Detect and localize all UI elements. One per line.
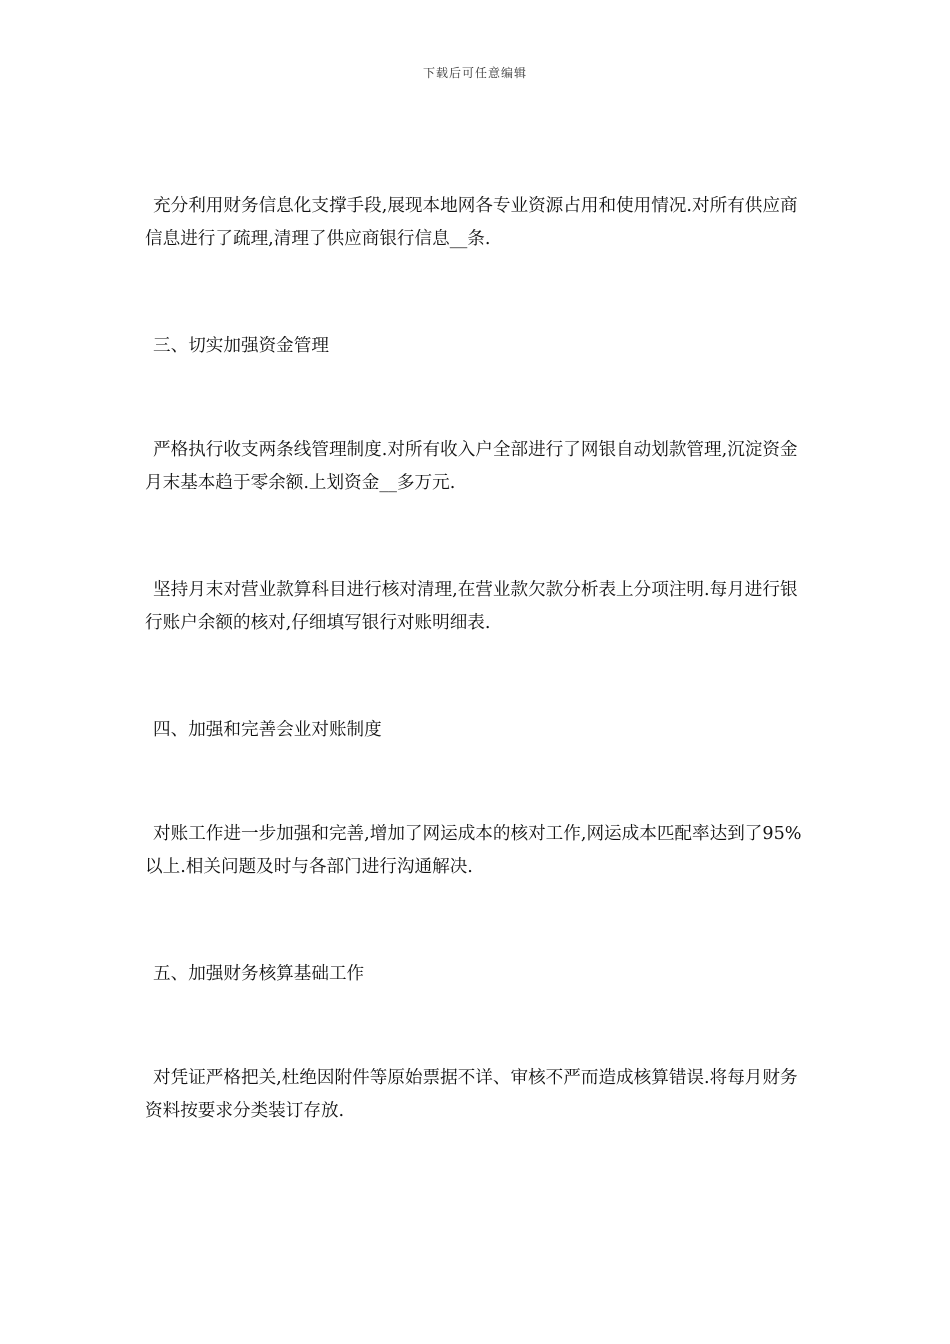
section-heading-3: 三、切实加强资金管理 (153, 336, 329, 356)
section-heading-5: 五、加强财务核算基础工作 (153, 964, 365, 984)
section-heading-4: 四、加强和完善会业对账制度 (153, 720, 382, 740)
paragraph-voucher-control: 对凭证严格把关,杜绝因附件等原始票据不详、审核不严而造成核算错误.将每月财务资料按要求分类装订存放. (145, 1068, 798, 1121)
paragraph-account-reconciliation: 坚持月末对营业款算科目进行核对清理,在营业款欠款分析表上分项注明.每月进行银行账户余额的核对,仔细填写银行对账明细表. (145, 580, 798, 633)
paragraph-cost-reconciliation: 对账工作进一步加强和完善,增加了网运成本的核对工作,网运成本匹配率达到了95%以上.相关问题及时与各部门进行沟通解决. (145, 824, 802, 877)
paragraph-supplier-info: 充分利用财务信息化支撑手段,展现本地网各专业资源占用和使用情况.对所有供应商信息进行了疏理,清理了供应商银行信息__条. (145, 196, 798, 249)
header-note: 下载后可任意编辑 (422, 66, 527, 80)
paragraph-fund-management: 严格执行收支两条线管理制度.对所有收入户全部进行了网银自动划款管理,沉淀资金月末基本趋于零余额.上划资金__多万元. (145, 440, 798, 493)
